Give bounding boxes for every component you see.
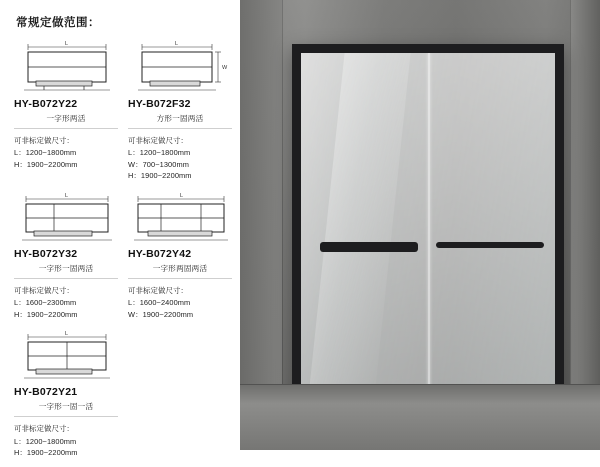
svg-text:L: L: [65, 41, 69, 47]
floor-edge: [240, 384, 600, 385]
spec-block: [128, 285, 232, 320]
model-card-hy-b072y22[interactable]: [14, 40, 118, 182]
product-photo: [240, 0, 600, 450]
divider: [128, 128, 232, 129]
model-card-hy-b072y21[interactable]: [14, 328, 118, 458]
model-code: HY-B072Y42: [128, 247, 192, 260]
model-card-hy-b072f32[interactable]: [128, 40, 232, 182]
spec-line: H：1900~2200mm: [14, 448, 78, 458]
page-title: 常规定做范围：: [16, 17, 100, 29]
spec-panel: [0, 0, 240, 458]
door-handle-left[interactable]: [320, 242, 418, 252]
model-code: HY-B072Y22: [14, 98, 78, 110]
svg-text:L: L: [180, 192, 184, 199]
spec-line: W：1900~2200mm: [128, 309, 194, 319]
spec-line: W：700~1300mm: [128, 159, 189, 169]
svg-text:W: W: [222, 65, 228, 71]
black-frame: [292, 44, 564, 416]
divider: [14, 128, 118, 129]
divider: [128, 278, 232, 279]
bathroom-floor: [240, 384, 600, 450]
model-grid: [14, 40, 232, 467]
spec-title: 可非标定做尺寸：: [14, 285, 74, 295]
model-subtitle: 一字形两活: [46, 114, 86, 123]
diagram-hy-b072y32: [14, 190, 118, 246]
spec-block: [128, 135, 232, 182]
diagram-hy-b072f32: [128, 40, 232, 96]
model-subtitle: 一字形一固两活: [38, 263, 94, 273]
spec-line: H：1900~2200mm: [128, 171, 192, 181]
spec-block: [14, 285, 118, 320]
model-card-hy-b072y42[interactable]: [128, 190, 232, 320]
spec-title: 可非标定做尺寸：: [128, 285, 188, 295]
shower-enclosure: [292, 44, 564, 416]
model-card-hy-b072y32[interactable]: [14, 190, 118, 320]
spec-line: L：1200~1800mm: [128, 148, 191, 158]
svg-text:L: L: [65, 331, 69, 338]
model-subtitle: 一字形两固两活: [152, 263, 208, 273]
wall-panel-right: [570, 0, 600, 450]
door-handle-right[interactable]: [436, 242, 544, 248]
spec-line: L：1200~1800mm: [14, 148, 77, 158]
spec-line: L：1600~2300mm: [14, 298, 77, 308]
spec-block: [14, 423, 118, 458]
spec-block: [14, 135, 118, 170]
spec-line: H：1900~2200mm: [14, 159, 78, 169]
spec-title: 可非标定做尺寸：: [14, 136, 74, 145]
spec-line: H：1900~2200mm: [14, 309, 78, 319]
model-subtitle: 方形一固两活: [156, 114, 204, 123]
svg-text:L: L: [65, 192, 69, 199]
diagram-hy-b072y22: [14, 40, 118, 96]
model-code: HY-B072Y32: [14, 247, 78, 260]
divider: [14, 416, 118, 417]
diagram-hy-b072y42: [128, 190, 232, 246]
model-code: HY-B072Y21: [14, 386, 78, 399]
wall-seam: [570, 0, 571, 450]
spec-line: L：1200~1800mm: [14, 436, 77, 446]
model-subtitle: 一字形一固一活: [38, 402, 94, 412]
svg-text:L: L: [175, 41, 179, 47]
wall-seam: [282, 0, 283, 450]
spec-title: 可非标定做尺寸：: [14, 424, 74, 434]
spec-line: L：1600~2400mm: [128, 298, 191, 308]
spec-title: 可非标定做尺寸：: [128, 136, 188, 145]
wall-panel-left: [240, 0, 282, 450]
diagram-hy-b072y21: [14, 328, 118, 384]
divider: [14, 278, 118, 279]
model-code: HY-B072F32: [128, 98, 191, 110]
